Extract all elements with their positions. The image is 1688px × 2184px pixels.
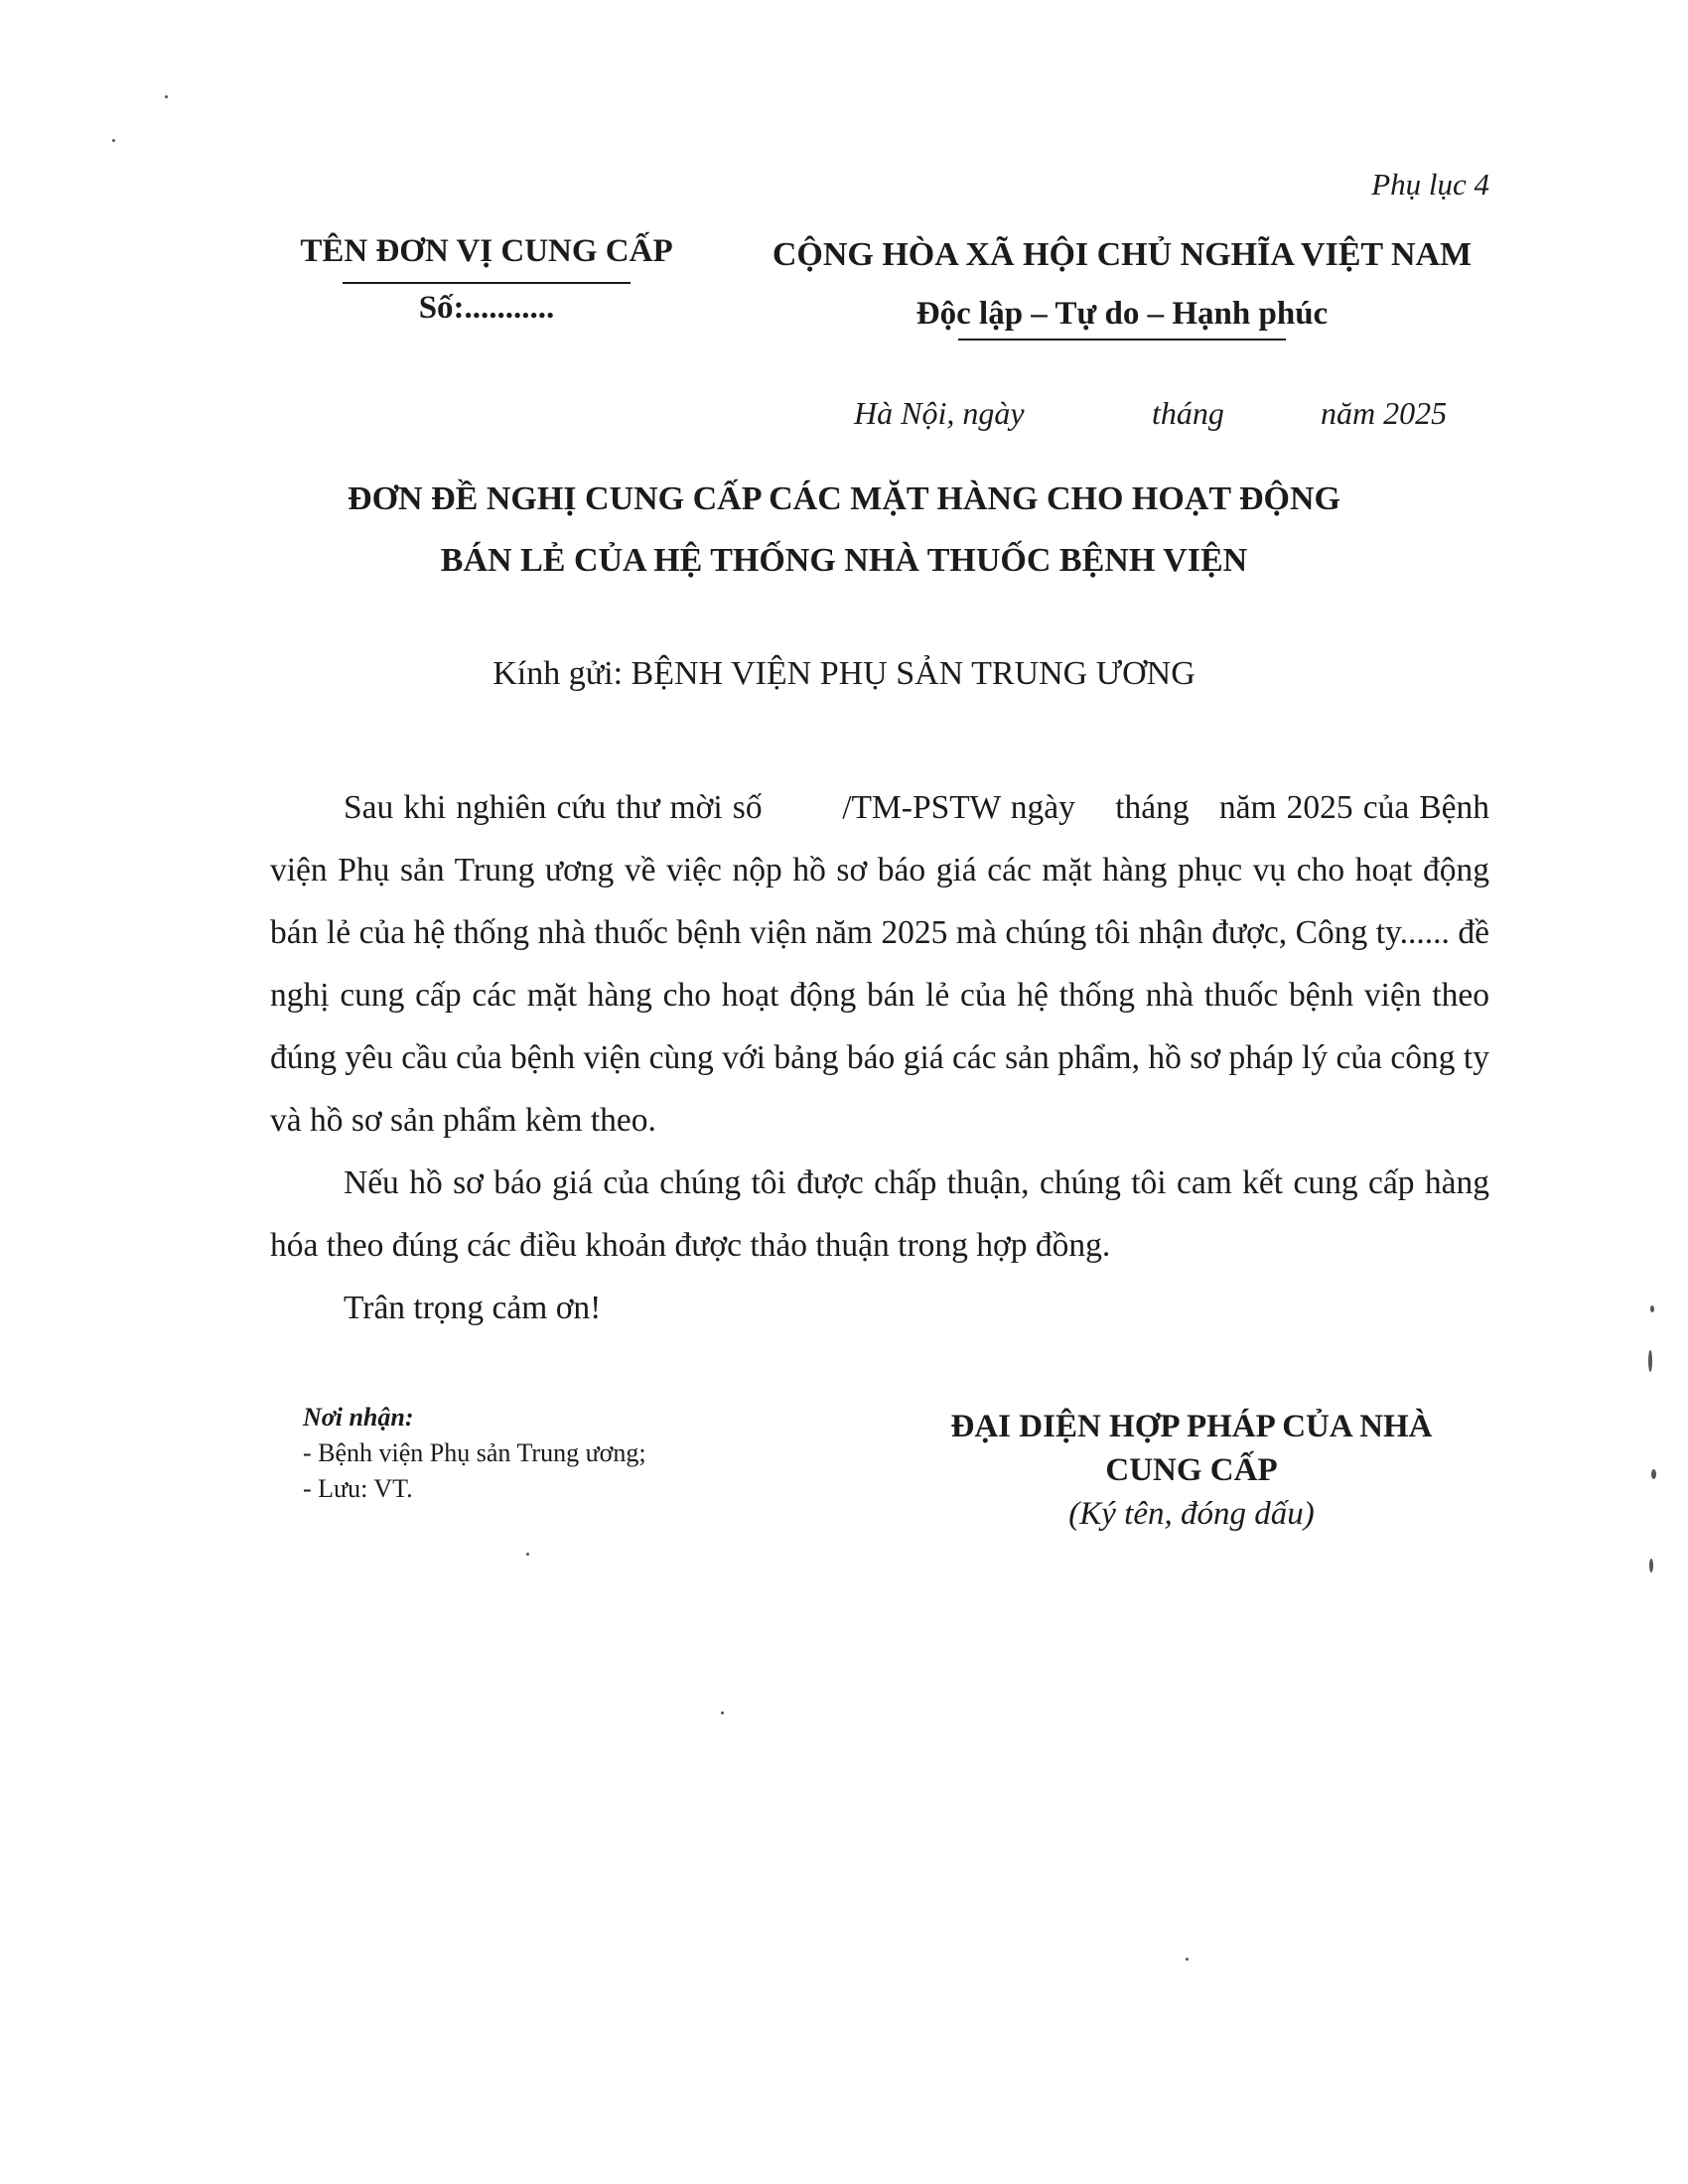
- title-line-2: BÁN LẺ CỦA HỆ THỐNG NHÀ THUỐC BỆNH VIỆN: [440, 542, 1248, 579]
- scan-speck: [1186, 1958, 1189, 1961]
- recipients-block: [303, 1400, 859, 1507]
- scan-speck: [165, 95, 168, 98]
- organization-name: TÊN ĐƠN VỊ CUNG CẤP: [300, 233, 673, 269]
- date-place-day: Hà Nội, ngày: [854, 395, 1025, 431]
- scan-speck: [112, 139, 115, 142]
- letter-body: [270, 776, 1498, 1339]
- date-month: tháng: [1152, 395, 1224, 431]
- document-title: [199, 469, 1489, 592]
- motto-underline: [958, 339, 1286, 341]
- signature-note: (Ký tên, đóng dấu): [1068, 1496, 1315, 1532]
- scan-speck: [721, 1711, 724, 1714]
- signature-title: ĐẠI DIỆN HỢP PHÁP CỦA NHÀ CUNG CẤP: [950, 1409, 1433, 1488]
- signature-block: [854, 1405, 1529, 1533]
- national-motto: Độc lập – Tự do – Hạnh phúc: [915, 296, 1329, 332]
- scan-speck: [526, 1553, 529, 1556]
- scan-speck: [1648, 1350, 1652, 1372]
- scan-speck: [1649, 1559, 1653, 1572]
- organization-block: [278, 233, 695, 327]
- date-year: năm 2025: [1321, 395, 1448, 431]
- scan-speck: [1650, 1305, 1654, 1312]
- country-name: CỘNG HÒA XÃ HỘI CHỦ NGHĨA VIỆT NAM: [772, 236, 1473, 273]
- organization-underline: [343, 282, 631, 284]
- recipient-item: - Lưu: VT.: [303, 1474, 413, 1503]
- recipient-item: - Bệnh viện Phụ sản Trung ương;: [303, 1438, 646, 1467]
- national-heading: [735, 236, 1509, 341]
- body-paragraph-2: Nếu hồ sơ báo giá của chúng tôi được chấp thuận, chúng tôi cam kết cung cấp hàng hóa theo đúng các điều khoản được thảo thuận trong hợp đồng.: [270, 1164, 1489, 1264]
- title-line-1: ĐƠN ĐỀ NGHỊ CUNG CẤP CÁC MẶT HÀNG CHO HOẠT ĐỘNG: [348, 480, 1340, 517]
- body-paragraph-1: Sau khi nghiên cứu thư mời số /TM-PSTW ngày tháng năm 2025 của Bệnh viện Phụ sản Trung ương về việc nộp hồ sơ báo giá các mặt hàng phục vụ cho hoạt động bán lẻ của hệ thống nhà thuốc bệnh viện năm 2025 mà chúng tôi nhận được, Công ty...... đề nghị cung cấp các mặt hàng cho hoạt động bán lẻ của hệ thống nhà thuốc bệnh viện theo đúng yêu cầu của bệnh viện cùng với bảng báo giá các sản phẩm, hồ sơ pháp lý của công ty và hồ sơ sản phẩm kèm theo.: [270, 789, 1498, 1139]
- recipients-heading: Nơi nhận:: [303, 1403, 414, 1432]
- scan-speck: [1651, 1469, 1656, 1479]
- body-paragraph-3: Trân trọng cảm ơn!: [344, 1290, 602, 1326]
- appendix-label: Phụ lục 4: [1371, 167, 1489, 202]
- document-number: Số:...........: [418, 290, 555, 326]
- salutation: Kính gửi: BỆNH VIỆN PHỤ SẢN TRUNG ƯƠNG: [492, 655, 1196, 692]
